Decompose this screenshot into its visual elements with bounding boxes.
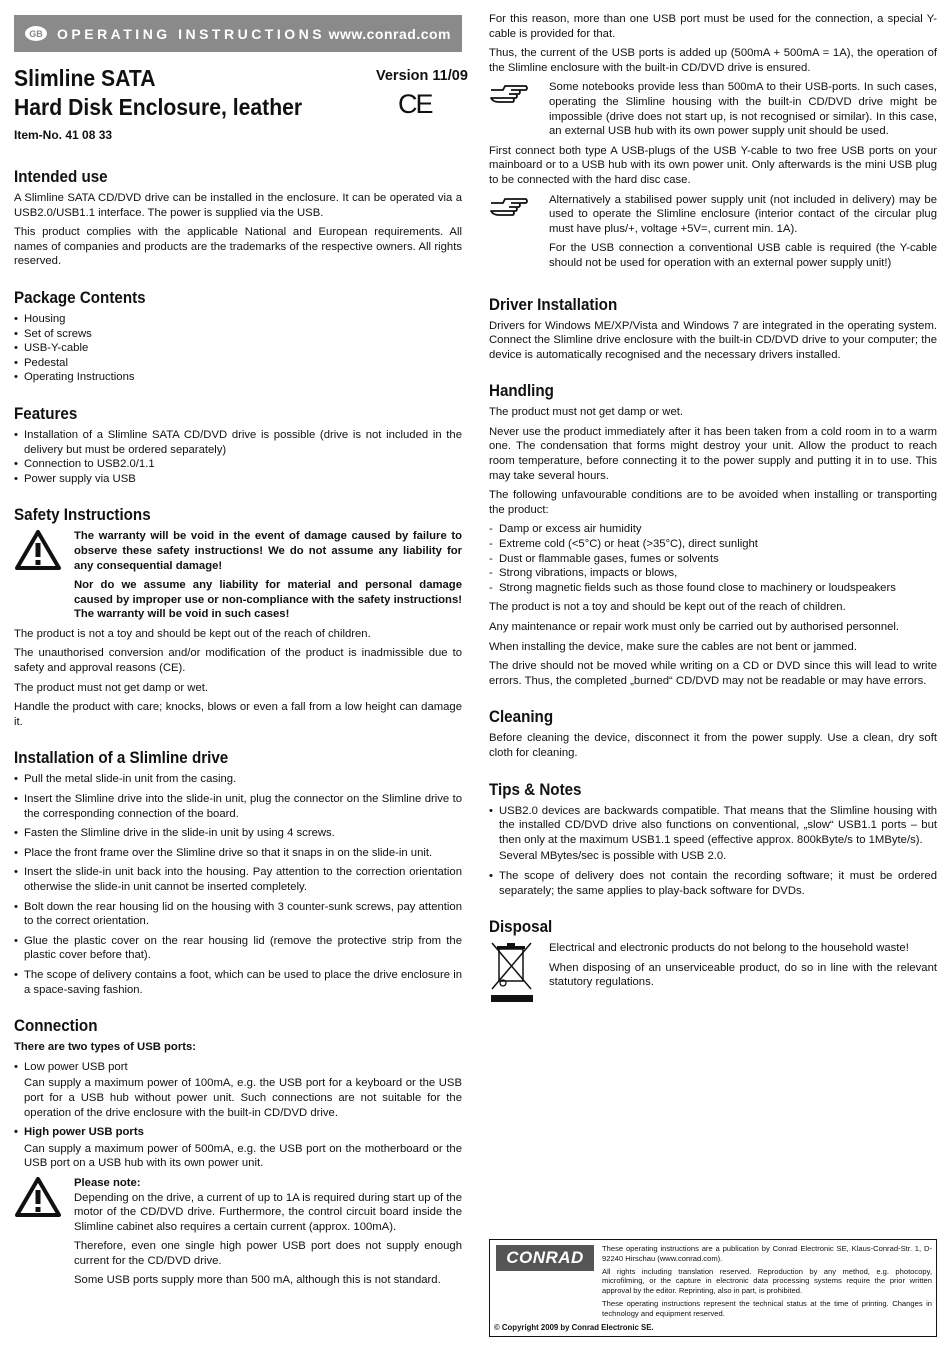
low-power-text: Can supply a maximum power of 100mA, e.g. the USB port for a keyboard or the USB port for a USB hub without power unit. Such connections are not suitable for the operation of the drive enclosure with the built-in CD/DVD drive. — [24, 1077, 462, 1119]
list-item: • The scope of delivery contains a foot, which can be used to place the drive enclosure in a space-saving fashion. — [14, 968, 462, 997]
list-item: • Housing — [14, 312, 462, 327]
cleaning-p1: Before cleaning the device, disconnect it from the power supply. Use a clean, dry soft cloth for cleaning. — [489, 732, 937, 759]
heading-installation: Installation of a Slimline drive — [14, 749, 229, 768]
high-power-text: Can supply a maximum power of 500mA, e.g. the USB port on the motherboard or the USB port on a USB hub with its own power unit. — [24, 1142, 462, 1170]
list-item: • Insert the slide-in unit back into the housing. Pay attention to the correction orientation otherwise the slide-in unit cannot be inserted completely. — [14, 865, 462, 894]
heading-handling: Handling — [489, 382, 554, 401]
list-item: • Fasten the Slimline drive in the slide-in unit by using 4 screws. — [14, 826, 462, 841]
safety-warning-1: The warranty will be void in the event of damage caused by failure to observe these safety instructions! We do not assume any liability for any consequential damage! — [74, 530, 462, 572]
safety-p2: The unauthorised conversion and/or modification of the product is inadmissible due to safety and approval reasons (CE). — [14, 647, 462, 675]
note-p3: Some USB ports supply more than 500 mA, although this is not standard. — [74, 1274, 441, 1287]
hand-note-2-text-a: Alternatively a stabilised power supply unit (not included in delivery) may be used to operate the Slimline enclosure (interior contact of the circular plug must have plus/+, voltage +5V=, current min. 1A). — [549, 193, 937, 235]
safety-p4: Handle the product with care; knocks, blows or even a fall from a low height can damage it. — [14, 701, 462, 728]
heading-safety: Safety Instructions — [14, 506, 151, 525]
safety-p1: The product is not a toy and should be kept out of the reach of children. — [14, 627, 371, 640]
disposal-p2: When disposing of an unserviceable product, do so in line with the relevant statutory regulations. — [549, 961, 937, 989]
list-item: - Extreme cold (<5°C) or heat (>35°C), direct sunlight — [489, 537, 937, 552]
title-line-1: Slimline SATA — [14, 65, 156, 91]
footer-p1: These operating instructions are a publication by Conrad Electronic SE, Klaus-Conrad-Str. 1, D-92240 Hirschau (www.conrad.com). — [602, 1244, 932, 1263]
hand-note-1 — [489, 80, 937, 143]
heading-connection: Connection — [14, 1017, 98, 1036]
hand-note-1-text: Some notebooks provide less than 500mA to their USB-ports. In such cases, operating the Slimline housing with the built-in CD/DVD drive might be impossible (drive does not start up, is not recognised or similar). In this case, an external USB hub with its own power supply unit should be used. — [549, 81, 937, 138]
document-title — [14, 64, 302, 122]
list-item: - Strong magnetic fields such as those found close to machinery or loudspeakers — [489, 581, 937, 596]
connection-r-p1: For this reason, more than one USB port must be used for the connection, a special Y-cable is provided for that. — [489, 13, 937, 40]
list-item: • Installation of a Slimline SATA CD/DVD drive is possible (drive is not included in the delivery but must be ordered separately) — [14, 428, 462, 457]
list-item: • Operating Instructions — [14, 370, 462, 385]
list-item: • Connection to USB2.0/1.1 — [14, 457, 462, 472]
footer-p2: All rights including translation reserved. Reproduction by any method, e.g. photocopy, microfilming, or the capture in electronic data processing systems require the prior written approval by the editor. Reprinting, also in part, is prohibited. — [602, 1266, 932, 1296]
safety-warning — [14, 529, 462, 627]
connection-r-p3: First connect both type A USB-plugs of the USB Y-cable to two free USB ports on your mainboard or to a USB hub with its own power unit. Only afterwards is the mini USB plug to be connected with the hard disc case. — [489, 144, 937, 186]
ce-mark: CE — [398, 89, 432, 119]
heading-disposal: Disposal — [489, 918, 553, 937]
features-list — [14, 428, 462, 486]
intended-use-p2: This product complies with the applicable National and European requirements. All names of companies and products are the trademarks of the respective owners. All rights reserved. — [14, 226, 462, 268]
heading-driver: Driver Installation — [489, 295, 618, 314]
handling-p2: Never use the product immediately after it has been taken from a cold room in to a warm one. The condensation that forms might destroy your unit. Allow the product to reach room temperature, before connecting it to the power supply and putting it in to use. This may take several hours. — [489, 425, 937, 482]
list-item: • The scope of delivery does not contain the recording software; it must be ordered separately; the same applies to play-back software for DVDs. — [489, 869, 937, 898]
safety-warning-2: Nor do we assume any liability for material and personal damage caused by improper use or non-compliance with the safety instructions! The warranty will be void in such cases! — [74, 579, 462, 621]
version-label: Version 11/09 — [376, 68, 468, 84]
conditions-list — [489, 522, 937, 595]
low-power-label: • Low power USB port — [14, 1060, 462, 1075]
handling-p5: Any maintenance or repair work must only be carried out by authorised personnel. — [489, 621, 900, 633]
pointing-hand-icon — [489, 80, 549, 143]
left-column — [14, 168, 462, 1293]
handling-p7: The drive should not be moved while writing on a CD or DVD since this will lead to write errors. Thus, the completed „burned“ CD/DVD may not be readable or may have errors. — [489, 660, 937, 687]
driver-p1: Drivers for Windows ME/XP/Vista and Windows 7 are integrated in the operating system. Connect the Slimline drive enclosure with the built-in CD/DVD drive to your computer; the device is automatically recognised and the necessary drivers installed. — [489, 319, 937, 361]
connection-r-p2: Thus, the current of the USB ports is added up (500mA + 500mA = 1A), the operation of the Slimline enclosure with the built-in CD/DVD drive is ensured. — [489, 47, 937, 74]
list-item: - Strong vibrations, impacts or blows, — [489, 566, 937, 581]
footer-p3: These operating instructions represent the technical status at the time of printing. Changes in technology and equipment reserved. — [602, 1298, 932, 1318]
header-banner — [14, 15, 462, 52]
installation-list — [14, 772, 462, 997]
list-item: • Set of screws — [14, 327, 462, 342]
list-item: - Damp or excess air humidity — [489, 522, 937, 537]
disposal-block — [489, 941, 937, 1008]
list-item: • Pedestal — [14, 356, 462, 371]
heading-features: Features — [14, 404, 78, 423]
note-p2: Therefore, even one single high power USB port does not supply enough current for the CD/DVD drive. — [74, 1240, 462, 1267]
note-warning — [14, 1176, 462, 1293]
list-item: • Power supply via USB — [14, 472, 462, 487]
handling-p6: When installing the device, make sure the cables are not bent or jammed. — [489, 640, 857, 653]
country-badge: GB — [25, 26, 47, 41]
handling-p4: The product is not a toy and should be kept out of the reach of children. — [489, 601, 846, 614]
list-item: • USB2.0 devices are backwards compatible. That means that the Slimline housing with the installed CD/DVD drive also functions on conventional, „slow“ USB1.1 ports – but then only at the maximum USB1.1 speed (effective approx. 800kByte/s to 1MByte/s). — [489, 804, 937, 848]
right-column — [489, 12, 937, 1008]
warning-triangle-icon — [14, 1176, 74, 1293]
note-label: Please note: — [74, 1176, 141, 1189]
high-power-item — [14, 1125, 462, 1140]
list-item: • Bolt down the rear housing lid on the housing with 3 counter-sunk screws, pay attention to the correct orientation. — [14, 900, 462, 929]
title-line-2: Hard Disk Enclosure, leather — [14, 94, 303, 120]
package-list — [14, 312, 462, 385]
crossed-out-bin-icon — [489, 941, 549, 1008]
publisher-footer — [489, 1239, 937, 1337]
item-number: Item-No. 41 08 33 — [14, 128, 113, 142]
copyright: © Copyright 2009 by Conrad Electronic SE. — [494, 1323, 654, 1332]
hand-note-2-text-b: For the USB connection a conventional USB cable is required (the Y-cable should not be used for operation with an external power supply unit!) — [549, 242, 937, 269]
conrad-logo: CONRAD — [496, 1245, 594, 1271]
banner-title: OPERATING INSTRUCTIONS — [57, 25, 326, 42]
intended-use-p1: A Slimline SATA CD/DVD drive can be installed in the enclosure. It can be operated via a USB2.0/USB1.1 interface. The power is supplied via the USB. — [14, 192, 462, 219]
heading-intended-use: Intended use — [14, 168, 108, 186]
list-item: • Insert the Slimline drive into the slide-in unit, plug the connector on the Slimline drive to the corresponding connection of the board. — [14, 792, 462, 821]
tips-item1b: Several MBytes/sec is possible with USB 2.0. — [499, 850, 727, 863]
handling-p3: The following unfavourable conditions are to be avoided when installing or transporting the product: — [489, 489, 937, 516]
disposal-p1: Electrical and electronic products do not belong to the household waste! — [549, 942, 909, 955]
low-power-item — [14, 1060, 462, 1075]
hand-note-2 — [489, 193, 937, 276]
banner-url: www.conrad.com — [328, 25, 451, 42]
list-item: • Pull the metal slide-in unit from the casing. — [14, 772, 462, 787]
list-item: - Dust or flammable gases, fumes or solvents — [489, 552, 937, 567]
heading-tips: Tips & Notes — [489, 780, 582, 799]
warning-triangle-icon — [14, 529, 74, 627]
note-p1: Depending on the drive, a current of up to 1A is required during start up of the motor of the CD/DVD drive. Furthermore, the control circuit board inside the Slimline cabinet also requires a certain current (approx. 100mA). — [74, 1191, 462, 1233]
pointing-hand-icon — [489, 193, 549, 276]
handling-p1: The product must not get damp or wet. — [489, 406, 684, 419]
connection-intro: There are two types of USB ports: — [14, 1041, 197, 1054]
safety-p3: The product must not get damp or wet. — [14, 681, 209, 694]
high-power-label: • High power USB ports — [14, 1125, 462, 1140]
heading-cleaning: Cleaning — [489, 708, 554, 727]
tips-list-2 — [489, 869, 937, 898]
list-item: • Glue the plastic cover on the rear housing lid (remove the protective strip from the plastic cover before that). — [14, 934, 462, 963]
list-item: • Place the front frame over the Slimline drive so that it snaps in on the slide-in unit. — [14, 846, 462, 861]
tips-list-1 — [489, 804, 937, 848]
heading-package-contents: Package Contents — [14, 288, 146, 307]
list-item: • USB-Y-cable — [14, 341, 462, 356]
